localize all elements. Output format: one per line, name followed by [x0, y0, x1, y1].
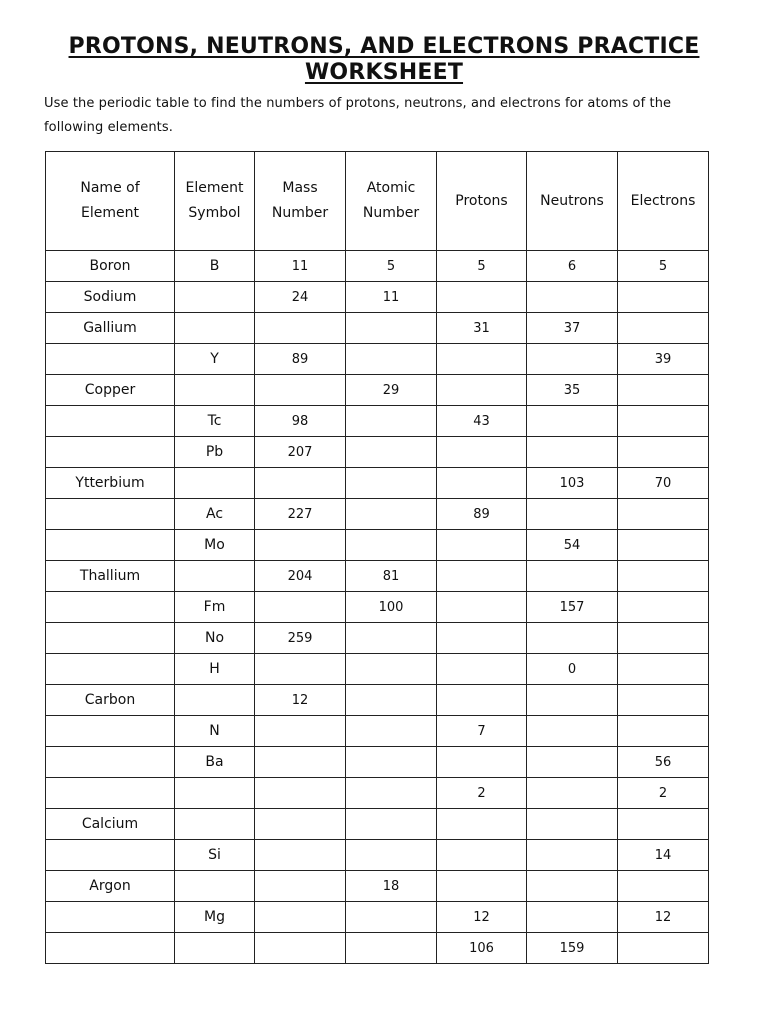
- element-worksheet-table: [45, 151, 709, 964]
- table-row: [46, 592, 709, 623]
- cell-atomic: [346, 406, 437, 437]
- header-row: [46, 152, 709, 251]
- cell-atomic: 100: [346, 592, 437, 623]
- cell-atomic: 11: [346, 282, 437, 313]
- cell-symbol: Mo: [175, 530, 255, 561]
- cell-electrons: [618, 592, 709, 623]
- cell-neutrons: [527, 778, 618, 809]
- header-mass-line-1: Mass: [282, 180, 318, 196]
- cell-symbol: Mg: [175, 902, 255, 933]
- cell-electrons: 2: [618, 778, 709, 809]
- table-row: [46, 468, 709, 499]
- cell-name: [46, 654, 175, 685]
- table-row: [46, 313, 709, 344]
- cell-protons: [437, 282, 527, 313]
- cell-mass: [255, 313, 346, 344]
- cell-protons: 5: [437, 251, 527, 282]
- table-row: [46, 778, 709, 809]
- cell-protons: [437, 344, 527, 375]
- cell-symbol: No: [175, 623, 255, 654]
- table-row: [46, 251, 709, 282]
- cell-symbol: [175, 933, 255, 964]
- cell-electrons: [618, 654, 709, 685]
- header-mass-line-2: Number: [271, 205, 329, 221]
- cell-atomic: [346, 685, 437, 716]
- cell-name: [46, 530, 175, 561]
- cell-symbol: Si: [175, 840, 255, 871]
- worksheet-title: PROTONS, NEUTRONS, AND ELECTRONS PRACTICE WORKSHEET: [68, 34, 700, 85]
- cell-electrons: 5: [618, 251, 709, 282]
- cell-protons: [437, 654, 527, 685]
- cell-atomic: 18: [346, 871, 437, 902]
- table-row: [46, 685, 709, 716]
- cell-name: [46, 344, 175, 375]
- header-atomic-line-1: Atomic: [366, 180, 416, 196]
- cell-neutrons: [527, 406, 618, 437]
- cell-atomic: [346, 344, 437, 375]
- cell-neutrons: [527, 871, 618, 902]
- cell-mass: [255, 840, 346, 871]
- cell-neutrons: [527, 499, 618, 530]
- header-symbol-line-2: Symbol: [188, 205, 241, 221]
- cell-mass: 89: [255, 344, 346, 375]
- cell-atomic: [346, 654, 437, 685]
- cell-electrons: [618, 437, 709, 468]
- cell-mass: 207: [255, 437, 346, 468]
- cell-symbol: [175, 809, 255, 840]
- cell-neutrons: 37: [527, 313, 618, 344]
- cell-mass: [255, 809, 346, 840]
- cell-name: [46, 840, 175, 871]
- cell-protons: [437, 437, 527, 468]
- cell-mass: 11: [255, 251, 346, 282]
- cell-electrons: 70: [618, 468, 709, 499]
- cell-symbol: [175, 561, 255, 592]
- cell-atomic: [346, 840, 437, 871]
- header-symbol-line-1: Element: [185, 180, 244, 196]
- cell-atomic: [346, 716, 437, 747]
- cell-name: Argon: [46, 871, 175, 902]
- cell-symbol: Ba: [175, 747, 255, 778]
- cell-electrons: [618, 933, 709, 964]
- cell-mass: [255, 871, 346, 902]
- cell-neutrons: [527, 809, 618, 840]
- cell-neutrons: 54: [527, 530, 618, 561]
- table-row: [46, 282, 709, 313]
- cell-neutrons: 0: [527, 654, 618, 685]
- cell-protons: 106: [437, 933, 527, 964]
- cell-neutrons: 157: [527, 592, 618, 623]
- cell-electrons: 56: [618, 747, 709, 778]
- cell-atomic: [346, 623, 437, 654]
- cell-mass: [255, 747, 346, 778]
- cell-symbol: [175, 282, 255, 313]
- cell-mass: [255, 778, 346, 809]
- cell-symbol: Tc: [175, 406, 255, 437]
- cell-symbol: [175, 468, 255, 499]
- table-row: [46, 561, 709, 592]
- cell-name: [46, 778, 175, 809]
- cell-name: [46, 933, 175, 964]
- cell-atomic: [346, 809, 437, 840]
- cell-name: [46, 902, 175, 933]
- cell-atomic: [346, 747, 437, 778]
- table-row: [46, 840, 709, 871]
- cell-name: [46, 747, 175, 778]
- cell-mass: [255, 933, 346, 964]
- cell-symbol: Pb: [175, 437, 255, 468]
- cell-neutrons: 103: [527, 468, 618, 499]
- header-element-symbol: [175, 152, 255, 251]
- table-row: [46, 716, 709, 747]
- table-row: [46, 375, 709, 406]
- cell-neutrons: [527, 716, 618, 747]
- cell-mass: 204: [255, 561, 346, 592]
- cell-neutrons: [527, 902, 618, 933]
- cell-protons: [437, 592, 527, 623]
- cell-atomic: [346, 437, 437, 468]
- table-row: [46, 902, 709, 933]
- header-electrons: Electrons: [618, 152, 709, 251]
- cell-mass: 259: [255, 623, 346, 654]
- cell-electrons: 12: [618, 902, 709, 933]
- cell-symbol: B: [175, 251, 255, 282]
- table-row: [46, 344, 709, 375]
- cell-neutrons: [527, 437, 618, 468]
- cell-protons: 89: [437, 499, 527, 530]
- table-row: [46, 747, 709, 778]
- cell-atomic: [346, 778, 437, 809]
- cell-mass: 98: [255, 406, 346, 437]
- table-row: [46, 437, 709, 468]
- cell-electrons: [618, 530, 709, 561]
- cell-atomic: [346, 933, 437, 964]
- cell-symbol: [175, 871, 255, 902]
- cell-protons: 7: [437, 716, 527, 747]
- cell-neutrons: [527, 344, 618, 375]
- worksheet-table-body: [46, 251, 709, 964]
- cell-neutrons: [527, 685, 618, 716]
- cell-mass: [255, 902, 346, 933]
- cell-atomic: [346, 468, 437, 499]
- cell-atomic: 5: [346, 251, 437, 282]
- cell-neutrons: [527, 282, 618, 313]
- table-row: [46, 871, 709, 902]
- cell-atomic: [346, 313, 437, 344]
- table-row: [46, 406, 709, 437]
- cell-atomic: [346, 530, 437, 561]
- cell-atomic: [346, 499, 437, 530]
- cell-electrons: 14: [618, 840, 709, 871]
- cell-electrons: [618, 282, 709, 313]
- cell-electrons: [618, 406, 709, 437]
- cell-protons: [437, 468, 527, 499]
- cell-protons: [437, 871, 527, 902]
- header-name-line-2: Element: [81, 205, 139, 221]
- cell-neutrons: [527, 747, 618, 778]
- cell-neutrons: [527, 623, 618, 654]
- cell-protons: 43: [437, 406, 527, 437]
- cell-protons: [437, 530, 527, 561]
- table-row: [46, 499, 709, 530]
- cell-name: [46, 716, 175, 747]
- cell-symbol: N: [175, 716, 255, 747]
- cell-neutrons: 6: [527, 251, 618, 282]
- cell-electrons: [618, 499, 709, 530]
- cell-electrons: [618, 561, 709, 592]
- cell-symbol: Y: [175, 344, 255, 375]
- cell-mass: 12: [255, 685, 346, 716]
- cell-protons: 31: [437, 313, 527, 344]
- cell-symbol: H: [175, 654, 255, 685]
- cell-neutrons: [527, 840, 618, 871]
- cell-protons: [437, 809, 527, 840]
- header-mass-number: [255, 152, 346, 251]
- cell-protons: [437, 747, 527, 778]
- cell-symbol: Fm: [175, 592, 255, 623]
- cell-atomic: 81: [346, 561, 437, 592]
- cell-symbol: Ac: [175, 499, 255, 530]
- cell-protons: [437, 623, 527, 654]
- header-atomic-line-2: Number: [362, 205, 420, 221]
- table-row: [46, 623, 709, 654]
- cell-name: Boron: [46, 251, 175, 282]
- cell-mass: [255, 530, 346, 561]
- cell-name: [46, 623, 175, 654]
- cell-symbol: [175, 313, 255, 344]
- cell-mass: 227: [255, 499, 346, 530]
- cell-protons: 12: [437, 902, 527, 933]
- cell-electrons: [618, 375, 709, 406]
- cell-protons: [437, 375, 527, 406]
- cell-name: Thallium: [46, 561, 175, 592]
- cell-name: Copper: [46, 375, 175, 406]
- cell-mass: [255, 592, 346, 623]
- table-row: [46, 933, 709, 964]
- cell-name: Ytterbium: [46, 468, 175, 499]
- header-name-of-element: [46, 152, 175, 251]
- cell-name: [46, 499, 175, 530]
- cell-mass: [255, 375, 346, 406]
- cell-electrons: [618, 716, 709, 747]
- cell-electrons: [618, 685, 709, 716]
- instructions-text: Use the periodic table to find the numbers of protons, neutrons, and electrons for atoms of the following elements.: [44, 96, 672, 135]
- cell-protons: [437, 685, 527, 716]
- table-row: [46, 809, 709, 840]
- cell-electrons: [618, 623, 709, 654]
- cell-name: [46, 592, 175, 623]
- header-atomic-number: [346, 152, 437, 251]
- table-row: [46, 530, 709, 561]
- cell-symbol: [175, 685, 255, 716]
- cell-mass: [255, 654, 346, 685]
- cell-name: [46, 437, 175, 468]
- cell-name: [46, 406, 175, 437]
- cell-electrons: [618, 809, 709, 840]
- cell-protons: [437, 561, 527, 592]
- cell-name: Gallium: [46, 313, 175, 344]
- cell-electrons: [618, 871, 709, 902]
- cell-protons: [437, 840, 527, 871]
- cell-mass: [255, 716, 346, 747]
- cell-name: Carbon: [46, 685, 175, 716]
- cell-atomic: 29: [346, 375, 437, 406]
- cell-neutrons: 159: [527, 933, 618, 964]
- cell-name: Calcium: [46, 809, 175, 840]
- cell-electrons: 39: [618, 344, 709, 375]
- cell-symbol: [175, 778, 255, 809]
- cell-atomic: [346, 902, 437, 933]
- cell-mass: [255, 468, 346, 499]
- cell-symbol: [175, 375, 255, 406]
- header-name-line-1: Name of: [80, 180, 140, 196]
- header-protons: Protons: [437, 152, 527, 251]
- cell-electrons: [618, 313, 709, 344]
- table-row: [46, 654, 709, 685]
- cell-neutrons: 35: [527, 375, 618, 406]
- cell-mass: 24: [255, 282, 346, 313]
- cell-name: Sodium: [46, 282, 175, 313]
- cell-protons: 2: [437, 778, 527, 809]
- cell-neutrons: [527, 561, 618, 592]
- header-neutrons: Neutrons: [527, 152, 618, 251]
